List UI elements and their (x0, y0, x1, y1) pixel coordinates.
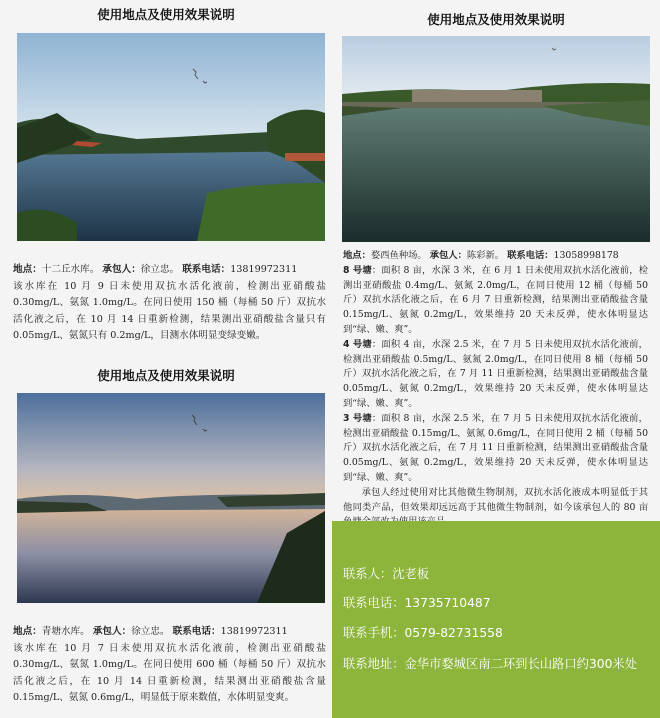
caption-block: 地点：青塘水库。 承包人：徐立忠。 联系电话：13819972311 该水库在 10 月 7 日未使用双抗水活化液前，检测出亚硝酸盐 0.30mg/L、氨氮 1.0mg/L。在同日使用 600 桶（每桶 50 斤）双抗水活化液之后，在 10 月 14 日重新检测，结果测出亚硝酸盐含量 0.15mg/L、氨氮 0.6mg/L，明显低于原来数值，水体明显变爽。 (13, 624, 326, 707)
reservoir-photo (17, 393, 325, 603)
contractor-label: 承包人 (92, 626, 122, 637)
phone-value: 13819972311 (220, 626, 288, 637)
contractor-value: 陈彩新。 (466, 250, 505, 261)
phone-label: 联系电话 (182, 264, 221, 275)
contractor-value: 徐立忠。 (131, 626, 170, 637)
caption-block: 地点：十二丘水库。 承包人：徐立忠。 联系电话：13819972311 该水库在 10 月 9 日未使用双抗水活化液前，检测出亚硝酸盐 0.30mg/L、氨氮 1.0mg/L。在同日使用 150 桶（每桶 50 斤）双抗水活化液之后，在 10 月 14 日重新检测，结果测出亚硝酸盐含量只有 0.05mg/L、氨氮只有 0.2mg/L，目测水体明显变绿变嫩。 (13, 262, 326, 345)
location-label: 地点 (13, 264, 33, 275)
pond-label: 4 号塘 (343, 338, 372, 350)
panel-title: 使用地点及使用效果说明 (97, 7, 235, 22)
location-label: 地点 (343, 250, 362, 261)
location-label: 地点 (13, 626, 33, 637)
contact-tel: 联系电话：13735710487 (343, 596, 491, 610)
pond-label: 3 号塘 (343, 412, 372, 424)
contractor-label: 承包人 (429, 250, 458, 261)
summary-text: 承包人经过使用对比其他微生物制剂，双抗水活化液成本明显低于其他同类产品，但效果却远远高于其他微生物制剂，如今该承包人的 80 亩 (343, 486, 648, 513)
pond-detail: ：面积 8 亩，水深 2.5 米，在 7 月 5 日未使用双抗水活化液前，检测出亚硝酸盐 0.15mg/L、氨氮 0.6mg/L，在同日使用 2 桶（每桶 50 斤）双抗水活化液之后，在 7 月 11 日重新检测，结果测出亚硝酸盐含量 0.05mg/L、氨氮 0.2mg/L，效果维持 20 天未反弹，使水体明显达到“绿、嫩、爽”。 (343, 412, 648, 483)
phone-label: 联系电话 (172, 626, 211, 637)
panel-wuxi-fish-farm (332, 0, 660, 521)
location-value: 十二丘水库。 (41, 264, 100, 275)
contact-mobile: 联系手机：0579-82731558 (343, 626, 503, 640)
contact-person: 联系人：沈老板 (343, 567, 430, 581)
reservoir-photo (17, 33, 325, 241)
pond-label: 8 号塘 (343, 264, 372, 276)
pond-4-text (343, 338, 648, 412)
panel-title: 使用地点及使用效果说明 (97, 368, 235, 383)
panel-qingtang-reservoir (0, 362, 332, 718)
phone-label: 联系电话 (507, 250, 545, 261)
contact-box (332, 521, 660, 718)
phone-value: 13819972311 (230, 264, 298, 275)
location-value: 婺西鱼种场。 (370, 250, 427, 261)
contractor-label: 承包人 (102, 264, 132, 275)
result-text: 该水库在 10 月 9 日未使用双抗水活化液前，检测出亚硝酸盐 0.30mg/L、氨氮 1.0mg/L。在同日使用 150 桶（每桶 50 斤）双抗水活化液之后，在 10 月 14 日重新检测，结果测出亚硝酸盐含量只有 0.05mg/L、氨氮只有 0.2mg/L，目测水体明显变绿变嫩。 (13, 280, 326, 341)
pond-8-text (343, 264, 648, 338)
fish-pond-photo (342, 36, 650, 242)
caption-block: 地点：婺西鱼种场。 承包人：陈彩新。 联系电话：13058998178 8 号塘：面积 8 亩，水深 3 米，在 6 月 1 日未使用双抗水活化液前，检测出亚硝酸盐 0.4mg/L、氨氮 2.0mg/L，在同日使用 12 桶（每桶 50 斤）双抗水活化液之后，在 6 月 7 日重新检测，结果测出亚硝酸盐含量 0.15mg/L、氨氮 0.2mg/L，效果维持 20 天未反弹，使水体明显达到“绿、嫩、爽”。 4 号塘：面积 4 亩，水深 2.5 米，在 7 月 5 日未使用双抗水活化液前，检测出亚硝酸盐 0.5mg/L、氨氮 2.0mg/L，在同日使用 8 桶（每桶 50 斤）双抗水活化液之后，在 7 月 11 日重新检测，结果测出亚硝酸盐含量 0.05mg/L、氨氮 0.2mg/L，效果维持 20 天未反弹，使水体明显达到“绿、嫩、爽”。 3 号塘：面积 8 亩，水深 2.5 米，在 7 月 5 日未使用双抗水活化液前，检测出亚硝酸盐 0.15mg/L、氨氮 0.6mg/L，在同日使用 2 桶（每桶 50 斤）双抗水活化液之后，在 7 月 11 日重新检测，结果测出亚硝酸盐含量 0.05mg/L、氨氮 0.2mg/L，效果维持 20 天未反弹，使水体明显达到“绿、嫩、爽”。 承包人经过使用对比其他微生物制剂，双抗水活化液成本明显低于其他同类产品，但效果却远远高于其他微生物制剂，如今该承包人的 80 亩 (343, 249, 648, 530)
phone-value: 13058998178 (553, 250, 619, 261)
contact-address: 联系地址：金华市婺城区南二环到长山路口约300米处 (343, 657, 638, 671)
location-value: 青塘水库。 (41, 626, 90, 637)
pond-detail: ：面积 4 亩，水深 2.5 米，在 7 月 5 日未使用双抗水活化液前，检测出亚硝酸盐 0.5mg/L、氨氮 2.0mg/L，在同日使用 8 桶（每桶 50 斤）双抗水活化液之后，在 7 月 11 日重新检测，结果测出亚硝酸盐含量 0.05mg/L、氨氮 0.2mg/L，效果维持 20 天未反弹，使水体明显达到“绿、嫩、爽”。 (343, 338, 648, 409)
panel-title: 使用地点及使用效果说明 (427, 12, 565, 27)
result-text: 该水库在 10 月 7 日未使用双抗水活化液前，检测出亚硝酸盐 0.30mg/L、氨氮 1.0mg/L。在同日使用 600 桶（每桶 50 斤）双抗水活化液之后，在 10 月 14 日重新检测，结果测出亚硝酸盐含量 0.15mg/L、氨氮 0.6mg/L，明显低于原来数值，水体明显变爽。 (13, 642, 326, 703)
pond-3-text (343, 412, 648, 486)
contractor-value: 徐立忠。 (140, 264, 180, 275)
pond-detail: ：面积 8 亩，水深 3 米，在 6 月 1 日未使用双抗水活化液前，检测出亚硝酸盐 0.4mg/L、氨氮 2.0mg/L，在同日使用 12 桶（每桶 50 斤）双抗水活化液之后，在 6 月 7 日重新检测，结果测出亚硝酸盐含量 0.15mg/L、氨氮 0.2mg/L，效果维持 20 天未反弹，使水体明显达到“绿、嫩、爽”。 (343, 264, 648, 335)
panel-shierqiu-reservoir (0, 0, 332, 362)
